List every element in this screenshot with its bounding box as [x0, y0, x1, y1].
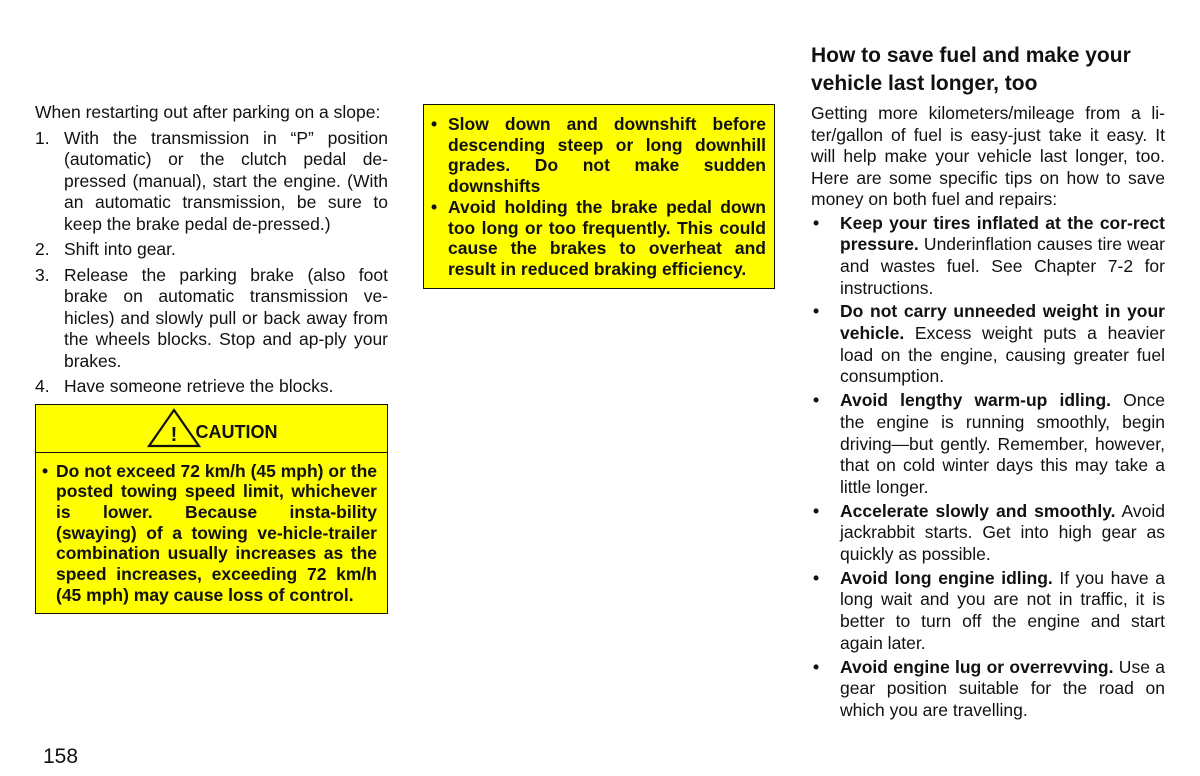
- restart-intro: When restarting out after parking on a slope:: [35, 102, 381, 122]
- list-item: [35, 239, 388, 261]
- warning-text: Slow down and downshift before descending steep or long downhill grades. Do not make sudden downshifts: [448, 114, 766, 197]
- tip-text: Excess weight puts a heavier load on the engine, causing greater fuel consumption.: [840, 323, 1165, 387]
- middle-column: [423, 104, 775, 289]
- tip-title: Avoid long engine idling.: [840, 567, 1053, 588]
- page-number: 158: [43, 745, 79, 768]
- bullet: •: [42, 460, 49, 481]
- step-number: 2.: [35, 239, 50, 259]
- tip-text: Avoid jackrabbit starts. Get into high gear as quickly as possible.: [840, 500, 1165, 565]
- downhill-warning-box: [423, 104, 775, 289]
- tip-title: Avoid engine lug or overrevving.: [840, 656, 1114, 677]
- bullet: •: [813, 212, 820, 233]
- list-item: [811, 657, 1165, 722]
- step-text: Shift into gear.: [64, 239, 176, 259]
- step-text: Release the parking brake (also foot brake on automatic transmission ve-hicles) and slowly pull or back away from the wheels blocks. Stop and ap-ply your brakes.: [64, 264, 388, 371]
- bullet: •: [813, 390, 820, 411]
- step-number: 3.: [35, 264, 50, 285]
- step-text: Have someone retrieve the blocks.: [64, 376, 334, 396]
- bullet: •: [431, 114, 438, 134]
- list-item: [811, 501, 1165, 566]
- step-text: With the transmission in “P” position (automatic) or the clutch pedal de-pressed (manual), start the engine. (With an automatic transmission, be sure to keep the brake pedal de-pressed.): [64, 127, 388, 234]
- step-number: 1.: [35, 127, 50, 148]
- restart-steps-list: [35, 128, 388, 398]
- warning-list: [431, 114, 766, 280]
- step-number: 4.: [35, 376, 50, 396]
- fuel-tips-list: [811, 213, 1165, 722]
- tip-text: If you have a long wait and you are not in traffic, it is better to turn off the engine and start again later.: [840, 567, 1165, 653]
- list-item: [811, 390, 1165, 499]
- list-item: [35, 376, 388, 398]
- tip-text: Underinflation causes tire wear and wastes fuel. See Chapter 7-2 for instructions.: [840, 234, 1165, 298]
- warning-triangle-icon: [146, 408, 202, 448]
- fuel-intro: Getting more kilometers/mileage from a li-ter/gallon of fuel is easy-just take it easy. It will help make your vehicle last longer, too. Here are some specific tips on how to save money on both fuel and repairs:: [811, 103, 1165, 209]
- caution-header: [36, 405, 387, 453]
- tip-title: Accelerate slowly and smoothly.: [840, 500, 1116, 521]
- list-item: [811, 301, 1165, 388]
- list-item: [431, 114, 766, 197]
- tip-title: Do not carry unneeded weight in your vehicle.: [840, 301, 1165, 344]
- tip-title: Keep your tires inflated at the cor-rect pressure.: [840, 212, 1165, 255]
- list-item: [811, 213, 1165, 300]
- bullet: •: [813, 500, 820, 521]
- list-item: [35, 128, 388, 236]
- right-column: [811, 42, 1165, 724]
- warning-exclamation: !: [170, 424, 177, 446]
- caution-list: [36, 453, 387, 614]
- bullet: •: [431, 196, 438, 217]
- tip-text: Use a gear position suitable for the road on which you are travelling.: [840, 656, 1165, 720]
- left-column: [35, 102, 388, 614]
- list-item: [431, 197, 766, 280]
- tip-text: Once the engine is running smoothly, begin driving—but gently. Remember, however, that on cold winter days this may take a little longer.: [840, 390, 1165, 497]
- bullet: •: [813, 301, 820, 322]
- warning-text: Avoid holding the brake pedal down too long or too frequently. This could cause the brakes to overheat and result in reduced braking efficiency.: [448, 196, 766, 279]
- section-heading: How to save fuel and make your vehicle last longer, too: [811, 44, 1131, 95]
- tip-title: Avoid lengthy warm-up idling.: [840, 390, 1112, 411]
- caution-title: CAUTION: [195, 421, 278, 442]
- bullet: •: [813, 656, 820, 677]
- list-item: [811, 568, 1165, 655]
- bullet: •: [813, 567, 820, 588]
- caution-text: Do not exceed 72 km/h (45 mph) or the posted towing speed limit, whichever is lower. Because insta-bility (swaying) of a towing ve-hicle-trailer combination usually increases as the speed increases, exceeding 72 km/h (45 mph) may cause loss of control.: [56, 460, 377, 605]
- caution-box: [35, 404, 388, 615]
- list-item: [42, 461, 377, 606]
- list-item: [35, 265, 388, 373]
